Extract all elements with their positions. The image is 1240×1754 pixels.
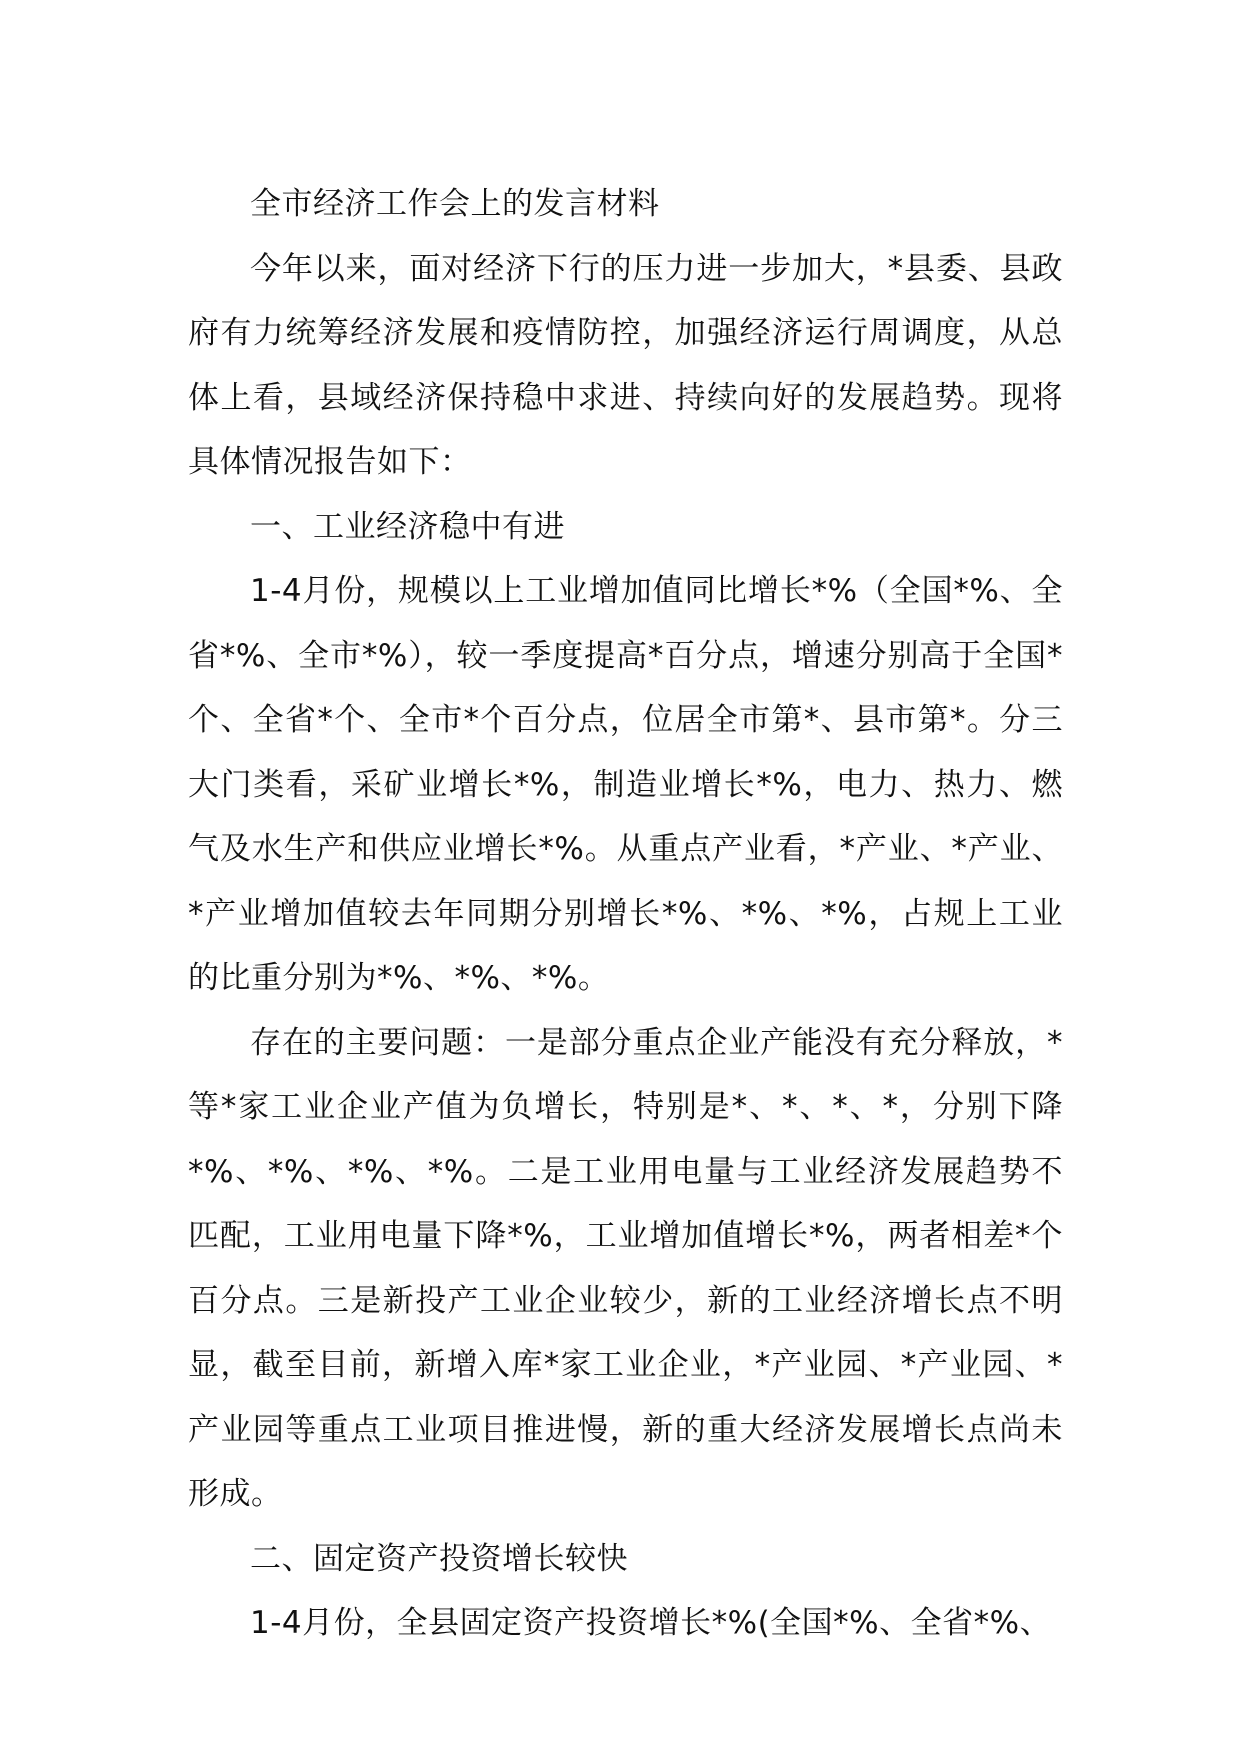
investment-paragraph: 1-4月份，全县固定资产投资增长*%(全国*%、全省*%、 [250,1605,1052,1641]
document-title: 全市经济工作会上的发言材料 [250,186,660,222]
document-body [188,172,1063,1656]
section-heading-industry: 一、工业经济稳中有进 [250,508,565,545]
industry-paragraph: 1-4月份，规模以上工业增加值同比增长*%（全国*%、全省*%、全市*%），较一季度提高*百分点，增速分别高于全国*个、全省*个、全市*个百分点，位居全市第*、县市第*。分三大门类看，采矿业增长*%，制造业增长*%，电力、热力、燃气及水生产和供应业增长*%。从重点产业看，*产业、*产业、*产业增加值较去年同期分别增长*%、*%、*%，占规上工业的比重分别为*%、*%、*%。 [188,573,1063,996]
intro-paragraph: 今年以来，面对经济下行的压力进一步加大，*县委、县政府有力统筹经济发展和疫情防控，加强经济运行周调度，从总体上看，县域经济保持稳中求进、持续向好的发展趋势。现将具体情况报告如下： [188,250,1063,480]
section-heading-investment: 二、固定资产投资增长较快 [250,1540,628,1577]
problems-paragraph: 存在的主要问题：一是部分重点企业产能没有充分释放，*等*家工业企业产值为负增长，特别是*、*、*、*，分别下降*%、*%、*%、*%。二是工业用电量与工业经济发展趋势不匹配，工业用电量下降*%，工业增加值增长*%，两者相差*个百分点。三是新投产工业企业较少，新的工业经济增长点不明显，截至目前，新增入库*家工业企业，*产业园、*产业园、*产业园等重点工业项目推进慢，新的重大经济发展增长点尚未形成。 [188,1024,1063,1512]
